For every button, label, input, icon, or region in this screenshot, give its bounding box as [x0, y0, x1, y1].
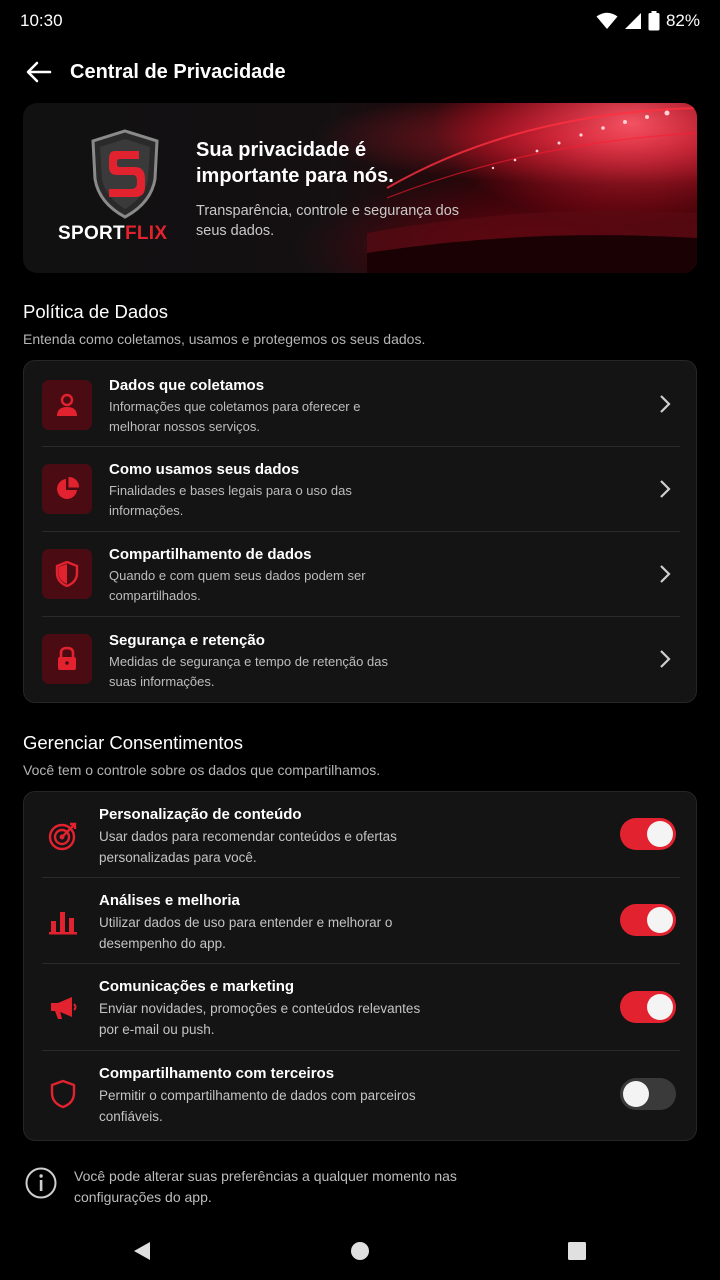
marketing-toggle[interactable]	[620, 991, 676, 1023]
hero-title: Sua privacidade é importante para nós.	[196, 139, 394, 187]
target-icon	[46, 819, 80, 853]
policy-item-desc: Quando e com quem seus dados podem ser compartilhados.	[109, 568, 366, 603]
battery-level: 82%	[665, 11, 700, 30]
arrow-left-icon	[26, 61, 52, 83]
consent-item-marketing	[24, 964, 698, 1051]
back-button[interactable]	[24, 57, 54, 87]
chevron-right-icon	[658, 649, 672, 669]
policy-item-how-we-use[interactable]	[24, 447, 698, 532]
consent-item-desc: Permitir o compartilhamento de dados com parceiros confiáveis.	[99, 1088, 416, 1124]
shield-outline-icon	[46, 1077, 80, 1111]
status-bar	[0, 0, 720, 42]
policy-section-subtitle: Entenda como coletamos, usamos e protegemos os seus dados.	[23, 331, 426, 347]
bar-chart-icon	[46, 905, 80, 939]
nav-recents-icon[interactable]	[567, 1240, 587, 1262]
consent-item-title: Personalização de conteúdo	[99, 806, 302, 823]
policy-item-desc: Medidas de segurança e tempo de retenção das suas informações.	[109, 654, 388, 689]
chevron-right-icon	[658, 479, 672, 499]
nav-back-icon[interactable]	[132, 1240, 152, 1262]
consent-section-title: Gerenciar Consentimentos	[23, 732, 244, 753]
consent-item-third-party	[24, 1051, 698, 1141]
policy-item-data-sharing[interactable]	[24, 532, 698, 617]
policy-section-title: Política de Dados	[23, 301, 169, 322]
person-icon	[42, 380, 92, 430]
consent-item-title: Análises e melhoria	[99, 892, 240, 909]
chevron-right-icon	[658, 394, 672, 414]
hero-subtitle: Transparência, controle e segurança dos seus dados.	[196, 203, 460, 239]
consent-item-desc: Enviar novidades, promoções e conteúdos relevantes por e-mail ou push.	[99, 1001, 421, 1037]
signal-icon	[624, 12, 642, 30]
policy-item-title: Como usamos seus dados	[109, 461, 300, 478]
analytics-toggle[interactable]	[620, 904, 676, 936]
battery-icon	[648, 11, 660, 31]
shield-icon	[42, 549, 92, 599]
wifi-icon	[596, 12, 618, 30]
consent-item-title: Compartilhamento com terceiros	[99, 1065, 335, 1082]
pie-chart-icon	[42, 464, 92, 514]
page-title: Central de Privacidade	[70, 60, 286, 83]
policy-item-desc: Informações que coletamos para oferecer e melhorar nossos serviços.	[109, 399, 361, 434]
top-app-bar	[0, 48, 720, 96]
policy-card	[23, 360, 697, 703]
policy-item-title: Segurança e retenção	[109, 632, 265, 649]
sportflix-shield-logo	[73, 129, 177, 219]
consent-item-desc: Utilizar dados de uso para entender e melhorar o desempenho do app.	[99, 915, 393, 951]
personalization-toggle[interactable]	[620, 818, 676, 850]
chevron-right-icon	[658, 564, 672, 584]
consent-section-subtitle: Você tem o controle sobre os dados que compartilhamos.	[23, 762, 381, 778]
consent-item-title: Comunicações e marketing	[99, 978, 295, 995]
hero-banner	[23, 103, 697, 273]
megaphone-icon	[46, 991, 80, 1025]
consent-item-analytics	[24, 878, 698, 964]
consent-item-desc: Usar dados para recomendar conteúdos e ofertas personalizadas para você.	[99, 829, 397, 865]
policy-item-security-retention[interactable]	[24, 617, 698, 703]
lock-icon	[42, 634, 92, 684]
policy-item-title: Dados que coletamos	[109, 377, 265, 394]
third-party-toggle[interactable]	[620, 1078, 676, 1110]
consent-item-personalization	[24, 792, 698, 878]
policy-item-desc: Finalidades e bases legais para o uso das informações.	[109, 483, 352, 518]
preferences-note	[24, 1166, 474, 1208]
policy-item-collected-data[interactable]	[24, 361, 698, 447]
preferences-note-text: Você pode alterar suas preferências a qualquer momento nas configurações do app.	[74, 1168, 457, 1205]
status-time: 10:30	[20, 11, 63, 30]
status-icons	[596, 11, 700, 31]
brand-wordmark: SPORTFLIX	[58, 223, 168, 244]
nav-home-icon[interactable]	[350, 1240, 370, 1262]
policy-item-title: Compartilhamento de dados	[109, 546, 312, 563]
consent-card	[23, 791, 697, 1141]
system-nav-bar	[0, 1222, 720, 1280]
info-icon	[24, 1166, 58, 1200]
